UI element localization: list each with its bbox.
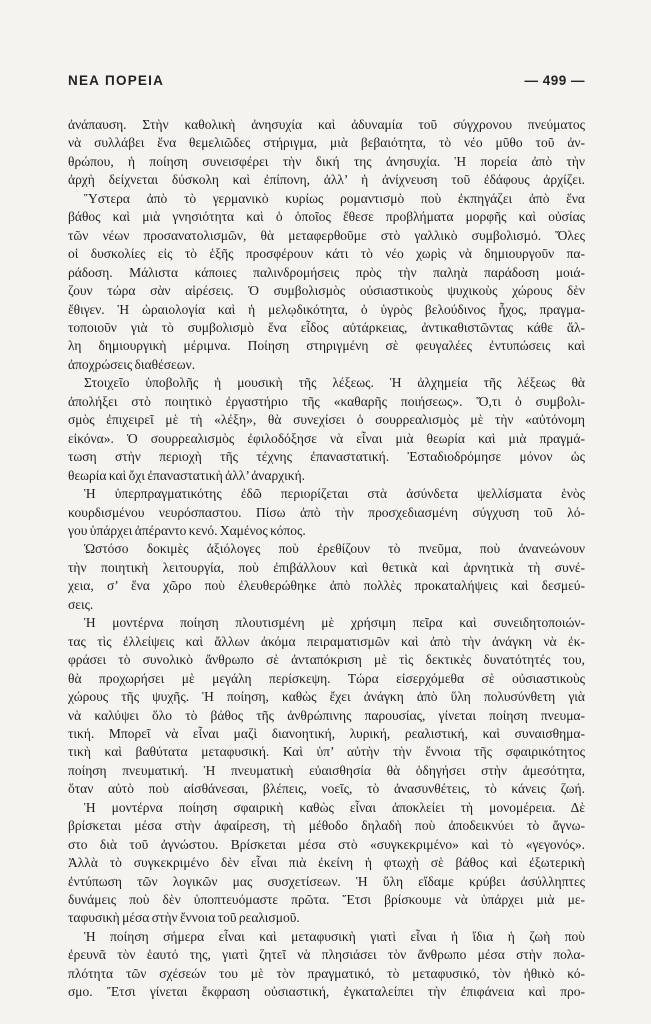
journal-title: ΝΕΑ ΠΟΡΕΙΑ: [68, 73, 165, 88]
text-line: τικὴ καὶ βαθύτατα μεταφυσική. Καὶ ὑπ’ αὐτὴν τὴν ἔννοια τῆς σφαιρικότητος: [68, 744, 585, 760]
text-line: νὰ καλύψει ὅλο τὸ βάθος τῆς ἀνθρώπινης παρουσίας, γίνεται ποίηση πνευμα-: [68, 707, 585, 723]
text-line: τῶν νέων προσανατολισμῶν, θὰ μεταφερθοῦμε στὸ γαλλικὸ συμβολισμό. Ὅλες: [68, 227, 585, 243]
text-line: βάθος καὶ μιὰ γνησιότητα καὶ ὁ ὁποῖος ἔθεσε προβλήματα μορφῆς καὶ οὐσίας: [68, 209, 585, 225]
text-line: Ὡστόσο δοκιμὲς ἀξιόλογες ποὺ ἐρεθίζουν τὸ πνεῦμα, ποὺ ἀνανεώνουν: [84, 541, 585, 557]
text-line: τική. Μπορεῖ νὰ εἶναι μαζὶ διανοητική, λυρική, ρεαλιστική, καὶ συναισθημα-: [68, 725, 585, 741]
text-line: ταφυσικὴ μέσα στὴν ἔννοια τοῦ ρεαλισμοῦ.: [68, 910, 300, 926]
paragraph: [68, 190, 585, 375]
text-line: ἀπολήξει στὸ ποιητικὸ ἐργαστήριο τῆς «καθαρῆς ποιήσεως». Ὅ,τι ὁ συμβολι-: [68, 393, 585, 409]
text-line: πλότητα τῶν σχέσεών του μὲ τὸν πραγματικό, τὸ μεταφυσικό, τὸν ἠθικὸ κό-: [68, 965, 585, 981]
text-line: Ἡ ποίηση σήμερα εἶναι καὶ μεταφυσικὴ γιατὶ εἶναι ἡ ἴδια ἡ ζωὴ ποὺ: [84, 928, 585, 944]
text-line: τωση στὴν περιοχὴ τῆς τέχνης ἐπαναστατική. Ἐσταδιοδρόμησε μόνον ὡς: [68, 449, 585, 465]
text-line: τὴν ποιητικὴ λειτουργία, ποὺ ἐπιβάλλουν καὶ θετικὰ καὶ ἀρνητικὰ τὴ συνέ-: [68, 559, 585, 575]
text-line: ἐρευνᾶ τὸν ἑαυτό της, γιατὶ ζητεῖ νὰ πλησιάσει τὸν ἄνθρωπο μέσα στὴν πολα-: [68, 947, 585, 963]
text-line: σεις.: [68, 596, 94, 612]
text-line: Ἡ μοντέρνα ποίηση σφαιρικὴ καθὼς εἶναι ἀποκλείει τὴ μονομέρεια. Δὲ: [84, 799, 585, 815]
text-line: Ἡ ὑπερπραγματικότης ἐδῶ περιορίζεται στὰ ἀσύνδετα ψελλίσματα ἑνὸς: [84, 486, 585, 502]
paragraph: [68, 116, 585, 190]
text-line: νὰ συλλάβει ἕνα θεμελιῶδες στήριγμα, μιὰ βεβαιότητα, τὸ νέο μῦθο τοῦ ἀν-: [68, 135, 585, 151]
text-line: γου ὑπάρχει ἀπέραντο κενό. Χαμένος κόπος.: [68, 522, 306, 538]
text-line: ἔθιγεν. Ἡ ὡραιολογία καὶ ἡ μελῳδικότητα, ὁ ὑγρὸς βελούδινος ἦχος, πραγμα-: [68, 301, 585, 317]
text-line: ἀνάπαυση. Στὴν καθολικὴ ἀνησυχία καὶ ἀδυναμία τοῦ σύγχρονου πνεύματος: [68, 117, 585, 132]
text-line: χώρους τῆς ψυχῆς. Ἡ ποίηση, καθὼς ἔχει ἀνάγκη ἀπὸ ὕλη πολυσύνθετη γιὰ: [68, 689, 585, 705]
text-line: κουρδισμένου νευρόσπαστου. Πίσω ἀπὸ τὴν προσχεδιασμένη σύγχυση τοῦ λό-: [68, 504, 585, 520]
text-line: ὅταν αὐτὸ ποὺ αἰσθάνεσαι, βλέπεις, νοεῖς, τὸ ἀνασυνθέτεις, τὸ κάνεις ζωή.: [68, 781, 585, 797]
text-line: ποίηση πνευματική. Ἡ πνευματικὴ εὐαισθησία θὰ ὁδηγήσει στὴν ἀμεσότητα,: [68, 762, 585, 778]
text-line: εἰκόνα». Ὁ σουρρεαλισμὸς ἐφιλοδόξησε νὰ εἶναι μιὰ θεωρία καὶ μιὰ πραγμά-: [68, 430, 585, 446]
text-line: τας τὶς ἐλλείψεις καὶ ἄλλων ἀκόμα πειραματισμῶν καὶ ἀπὸ τὴν ἀνάγκη νὰ ἐκ-: [68, 633, 585, 649]
text-line: βρίσκεται μέσα στὴν ἀφαίρεση, τὴ μέθοδο δηλαδὴ ποὺ ἀποδεικνύει τὸ ἄγνω-: [68, 818, 585, 834]
paragraph: [68, 485, 585, 540]
text-line: χεια, σ’ ἕνα χῶρο ποὺ ἐλευθερώθηκε ἀπὸ πολλὲς προκαταλήψεις καὶ δεσμεύ-: [68, 578, 585, 594]
text-line: σμο. Ἔτσι γίνεται ἔκφραση οὐσιαστική, ἐγκαταλείπει τὴν ἐπιφάνεια καὶ προ-: [68, 984, 585, 1000]
text-line: Ἡ μοντέρνα ποίηση πλουτισμένη μὲ χρήσιμη πεῖρα καὶ συνειδητοποιών-: [84, 615, 585, 631]
text-line: δυνάμεις ποὺ δὲν ὑποπτευόμαστε πρῶτα. Ἔτσι βρίσκουμε νὰ ὑπάρχει μιὰ με-: [68, 892, 585, 908]
paragraph: [68, 614, 585, 799]
page-number: — 499 —: [524, 73, 585, 88]
text-line: οἱ δυσκολίες εἰς τὸ ἑξῆς προσφέρουν κάτι τὸ νέο χωρὶς νὰ δημιουργοῦν πα-: [68, 246, 585, 262]
text-line: ἀποχρώσεις διαθέσεων.: [68, 356, 196, 372]
text-line: θὰ προχωρήσει μὲ μεγάλη περίσκεψη. Τώρα εἰσερχόμεθα σὲ οὐσιαστικοὺς: [68, 670, 585, 686]
text-line: τοποιοῦν γιὰ τὸ συμβολισμὸ ἕνα εἶδος αὐτάρκειας, ἀντικαθιστῶντας κάθε ἄλ-: [68, 319, 585, 335]
text-line: ράδοση. Μάλιστα κάποιες παλινδρομήσεις πρὸς τὴν παληὰ παράδοση μοιά-: [68, 264, 585, 280]
text-line: λη δημιουργικὴ μέριμνα. Ποίηση στηριγμένη σὲ φευγαλέες ἐντυπώσεις καὶ: [68, 338, 585, 354]
running-head: [68, 73, 585, 88]
text-line: Στοιχεῖο ὑποβολῆς ἡ μουσικὴ τῆς λέξεως. Ἡ ἀλχημεία τῆς λέξεως θὰ: [84, 375, 585, 391]
paragraph: [68, 374, 585, 485]
text-line: φράσει τὸ συνολικὸ ἄνθρωπο σὲ ἀνταπόκριση μὲ τὶς δεκτικὲς δυνατότητές του,: [68, 652, 585, 668]
paragraph: [68, 540, 585, 614]
text-line: ἐντύπωση τῶν λογικῶν μας συσχετίσεων. Ἡ ὕλη εἴδαμε κρύβει ἀσύλληπτες: [68, 873, 585, 889]
text-line: ζουν τώρα σὰν αἱρέσεις. Ὁ συμβολισμὸς οὐσιαστικοὺς ψυχικοὺς χώρους δὲν: [68, 283, 585, 299]
article-body: [68, 116, 585, 1002]
text-line: σμὸς ἐπιχειρεῖ μὲ τὴ «λέξη», θὰ συνεχίσει ὁ σουρρεαλισμὸς μὲ τὴν «αὐτόνομη: [68, 412, 585, 428]
text-line: Ὕστερα ἀπὸ τὸ γερμανικὸ κυρίως ρομαντισμὸ ποὺ ἐκπηγάζει ἀπὸ ἕνα: [84, 190, 585, 206]
text-line: Ἀλλὰ τὸ συγκεκριμένο δὲν εἶναι πιὰ ἐκείνη ἡ φτωχὴ σὲ βάθος καὶ ἐξωτερικὴ: [68, 855, 585, 871]
text-line: ἀρχὴ δείχνεται δύσκολη καὶ ἐπίπονη, ἀλλ’ ἡ ἀνίχνευση τοῦ ἐδάφους ἀρχίζει.: [68, 172, 585, 188]
text-line: θρώπου, ἡ ποίηση συνεισφέρει τὴν δική της ἀνησυχία. Ἡ πορεία ἀπὸ τὴν: [68, 153, 585, 169]
text-line: θεωρία καὶ ὄχι ἐπαναστατικὴ ἀλλ’ ἀναρχική.: [68, 467, 306, 483]
text-line: στο διὰ τοῦ ἀγνώστου. Βρίσκεται μέσα στὸ «συγκεκριμένο» καὶ τὸ «γεγονός».: [68, 836, 585, 852]
paragraph: [68, 928, 585, 1002]
paragraph: [68, 799, 585, 928]
